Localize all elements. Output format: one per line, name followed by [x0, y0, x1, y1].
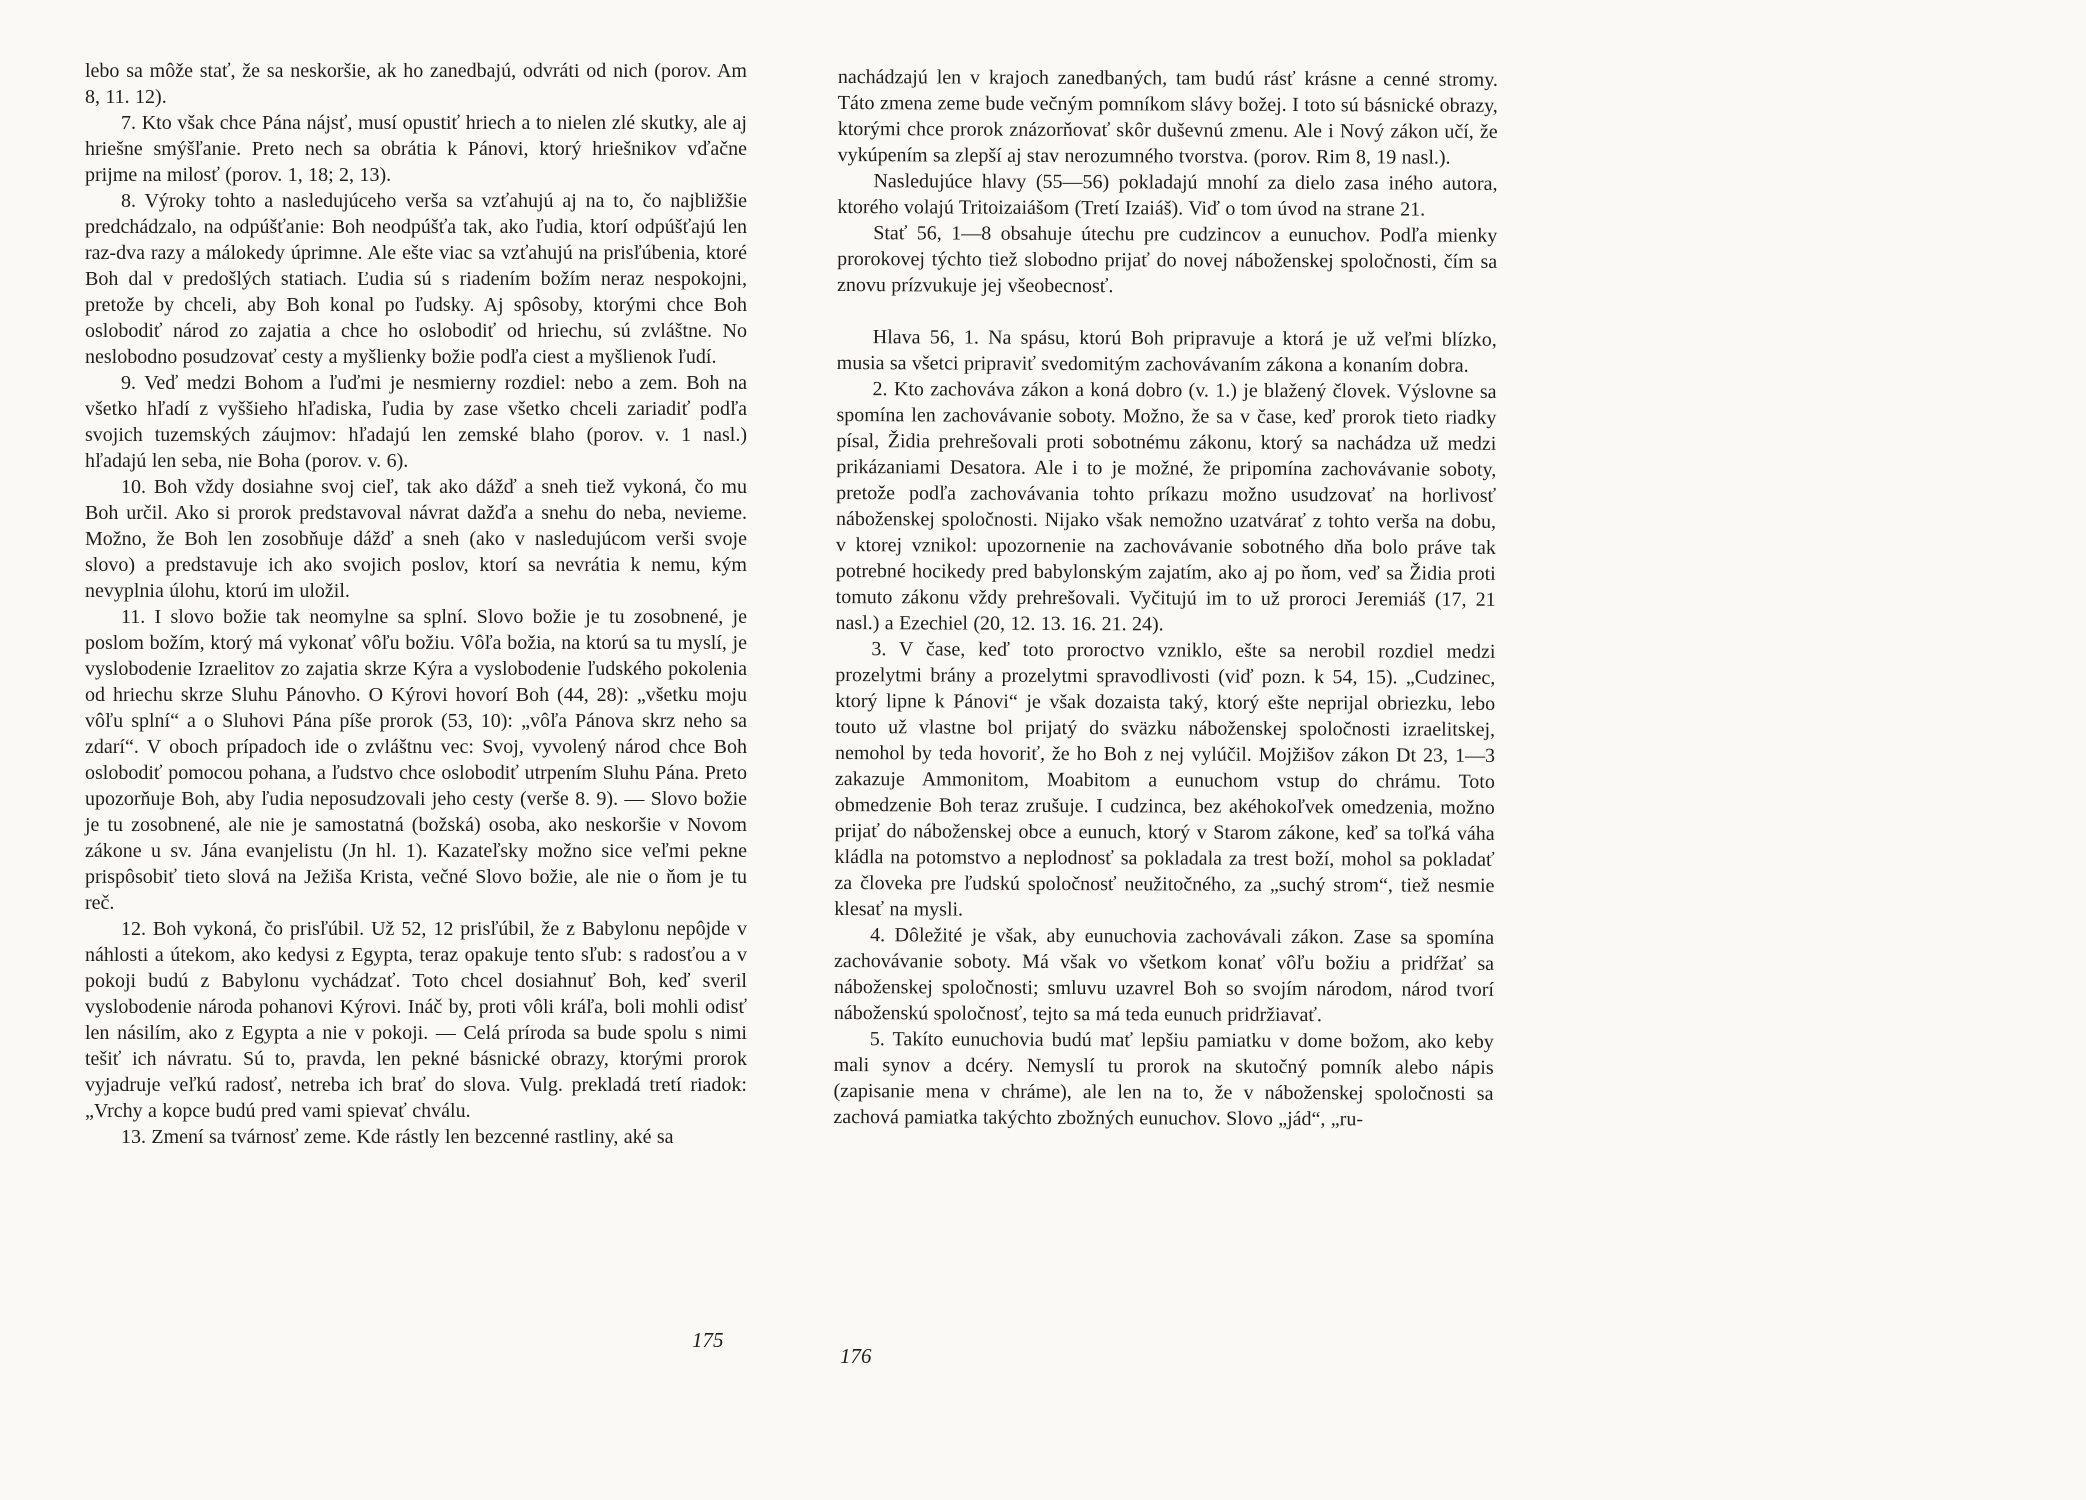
paragraph: 13. Zmení sa tvárnosť zeme. Kde rástly len bezcenné rastliny, aké sa	[121, 1126, 674, 1148]
right-page-text	[833, 64, 1498, 1133]
left-page	[85, 58, 747, 1150]
paragraph: 2. Kto zachováva zákon a koná dobro (v. 1.) je blažený človek. Výslovne sa spomína len zachovávanie soboty. Možno, že sa v čase, keď prorok tieto riadky písal, Židia prehrešovali proti sobotnému zákonu, ktorý sa nachádza už medzi prikázaniami Desatora. Ale i to je možné, že pripomína zachovávanie soboty, pretože podľa zachovávania tohto príkazu možno usudzovať na horlivosť náboženskej spoločnosti. Nijako však nemožno uzatvárať z tohto verša na dobu, v ktorej vznikol: upozornenie na zachovávanie sobotného dňa bolo práve tak potrebné hocikedy pred babylonským zajatím, ako aj po ňom, veď sa Židia proti tomuto zákonu vždy prehrešovali. Vyčitujú im to už proroci Jeremiáš (17, 21 nasl.) a Ezechiel (20, 12. 13. 16. 21. 24).	[835, 378, 1497, 636]
paragraph: 4. Dôležité je však, aby eunuchovia zachovávali zákon. Zase sa spomína zachovávanie soboty. Má však vo všetkom konať vôľu božiu a pridŕžať sa náboženskej spoločnosti; smluvu uzavrel Boh so svojím národom, národ tvorí náboženskú spoločnosť, tejto sa má teda eunuch pridržiavať.	[833, 924, 1495, 1027]
paragraph: 5. Takíto eunuchovia budú mať lepšiu pamiatku v dome božom, ako keby mali synov a dcéry. Nemyslí tu prorok na skutočný pomník alebo nápis (zapisanie mena v chráme), ale len na to, že v náboženskej spoločnosti sa zachová pamiatka takýchto zbožných eunuchov. Slovo „jád“, „ru-	[833, 1028, 1494, 1131]
paragraph: 3. V čase, keď toto proroctvo vzniklo, ešte sa nerobil rozdiel medzi prozelytmi brány a prozelytmi spravodlivosti (viď pozn. k 54, 15). „Cudzinec, ktorý lipne k Pánovi“ je však dozaista taký, ktorý ešte neprijal obriezku, lebo touto už vlastne bol prijatý do sväzku náboženskej spoločnosti izraelitskej, nemohol by teda hovoriť, že ho Boh z nej vylúčil. Mojžišov zákon Dt 23, 1—3 zakazuje Ammonitom, Moabitom a eunuchom vstup do chrámu. Toto obmedzenie Boh teraz zrušuje. I cudzinca, bez akéhokoľvek omedzenia, možno prijať do náboženskej obce a eunuch, ktorý v Starom zákone, keď sa toľká váha kládla na potomstvo a neplodnosť sa pokladala za trest boží, mohol sa pokladať za človeka pre ľudskú spoločnosť neužitočného, za „suchý strom“, tiež nesmie klesať na mysli.	[834, 638, 1496, 921]
paragraph: lebo sa môže stať, že sa neskoršie, ak ho zanedbajú, odvráti od nich (porov. Am 8, 11. 12).	[85, 60, 747, 108]
paragraph: 12. Boh vykoná, čo prisľúbil. Už 52, 12 prisľúbil, že z Babylonu nepôjde v náhlosti a útekom, ako kedysi z Egypta, teraz opakuje tento sľub: s radosťou a v pokoji budú z Babylonu vychádzať. Toto chcel dosiahnuť Boh, keď sveril vyslobodenie národa pohanovi Kýrovi. Ináč by, proti vôli kráľa, boli mohli odisť len násilím, ako z Egypta a nie v pokoji. — Celá príroda sa bude spolu s nimi tešiť ich návratu. Sú to, pravda, len pekné básnické obrazy, ktorými prorok vyjadruje veľkú radosť, netreba ich brať do slova. Vulg. prekladá tretí riadok: „Vrchy a kopce budú pred vami spievať chválu.	[85, 918, 747, 1122]
paragraph: 11. I slovo božie tak neomylne sa splní. Slovo božie je tu zosobnené, je poslom božím, ktorý má vykonať vôľu božiu. Vôľa božia, na ktorú sa tu myslí, je vyslobodenie Izraelitov zo zajatia skrze Kýra a vyslobodenie ľudského pokolenia od hriechu skrze Sluhu Pánovho. O Kýrovi hovorí Boh (44, 28): „všetku moju vôľu splní“ a o Sluhovi Pána píše prorok (53, 10): „vôľa Pánova skrz neho sa zdarí“. V oboch prípadoch ide o zvláštnu vec: Svoj, vyvolený národ chce Boh oslobodiť pomocou pohana, a ľudstvo chce oslobodiť utrpením Sluhu Pána. Preto upozorňuje Boh, aby ľudia neposudzovali jeho cesty (verše 8. 9). — Slovo božie je tu zosobnené, ale nie je samostatná (božská) osoba, ako neskoršie v Novom zákone u sv. Jána evanjelistu (Jn hl. 1). Kazateľsky možno sice veľmi pekne prispôsobiť tieto slová na Ježiša Krista, večné Slovo božie, ale nie o ňom je tu reč.	[85, 606, 747, 914]
paragraph: Nasledujúce hlavy (55—56) pokladajú mnohí za dielo zasa iného autora, ktorého volajú Tritoizaiášom (Tretí Izaiáš). Viď o tom úvod na strane 21.	[837, 170, 1498, 221]
right-page	[833, 64, 1498, 1133]
paragraph: 8. Výroky tohto a nasledujúceho verša sa vzťahujú aj na to, čo najbližšie predchádzalo, na odpúšťanie: Boh neodpúšťa tak, ako ľudia, ktorí odpúšťajú len raz-dva razy a málokedy úprimne. Ale ešte viac sa vzťahujú na prisľúbenia, ktoré Boh dal v predošlých statiach. Ľudia sú s riadením božím neraz nespokojni, pretože by chceli, aby Boh konal po ľudsky. Aj spôsoby, ktorými chce Boh oslobodiť národ zo zajatia a chce ho oslobodiť od hriechu, sú zvláštne. No neslobodno posudzovať cesty a myšlienky božie podľa ciest a myšlienok ľudí.	[85, 190, 747, 368]
paragraph: Hlava 56, 1. Na spásu, ktorú Boh pripravuje a ktorá je už veľmi blízko, musia sa všetci pripraviť svedomitým zachovávaním zákona a konaním dobra.	[836, 326, 1497, 377]
paragraph: nachádzajú len v krajoch zanedbaných, tam budú rásť krásne a cenné stromy. Táto zmena zeme bude večným pomníkom slávy božej. I toto sú básnické obrazy, ktorými chce prorok znázorňovať skôr duševnú zmenu. Ale i Nový zákon učí, že vykúpením sa zlepší aj stav nerozumného tvorstva. (porov. Rim 8, 19 nasl.).	[837, 65, 1498, 169]
paragraph: 7. Kto však chce Pána nájsť, musí opustiť hriech a to nielen zlé skutky, ale aj hriešne smýšľanie. Preto nech sa obrátia k Pánovi, ktorý hriešnikov vďačne prijme na milosť (porov. 1, 18; 2, 13).	[85, 112, 747, 186]
left-page-number: 175	[692, 1328, 724, 1352]
paragraph: 10. Boh vždy dosiahne svoj cieľ, tak ako dážď a sneh tiež vykoná, čo mu Boh určil. Ako si prorok predstavoval návrat dažďa a snehu do neba, nevieme. Možno, že Boh len zosobňuje dážď a sneh (ako v nasledujúcom verši svoje slovo) a predstavuje ich ako svojich poslov, ktorí sa nevrátia k nemu, kým nevyplnia úlohu, ktorú im uložil.	[85, 476, 747, 602]
right-page-number: 176	[840, 1344, 872, 1368]
left-page-text	[85, 58, 747, 1150]
paragraph: 9. Veď medzi Bohom a ľuďmi je nesmierny rozdiel: nebo a zem. Boh na všetko hľadí z vyššieho hľadiska, ľudia by zase všetko chceli zariadiť podľa svojich tuzemských záujmov: hľadajú len zemské blaho (porov. v. 1 nasl.) hľadajú len seba, nie Boha (porov. v. 6).	[85, 372, 747, 472]
paragraph: Stať 56, 1—8 obsahuje útechu pre cudzincov a eunuchov. Podľa mienky prorokovej týchto tiež slobodno prijať do novej náboženskej spoločnosti, čím sa znovu prízvukuje jej všeobecnosť.	[836, 222, 1498, 298]
